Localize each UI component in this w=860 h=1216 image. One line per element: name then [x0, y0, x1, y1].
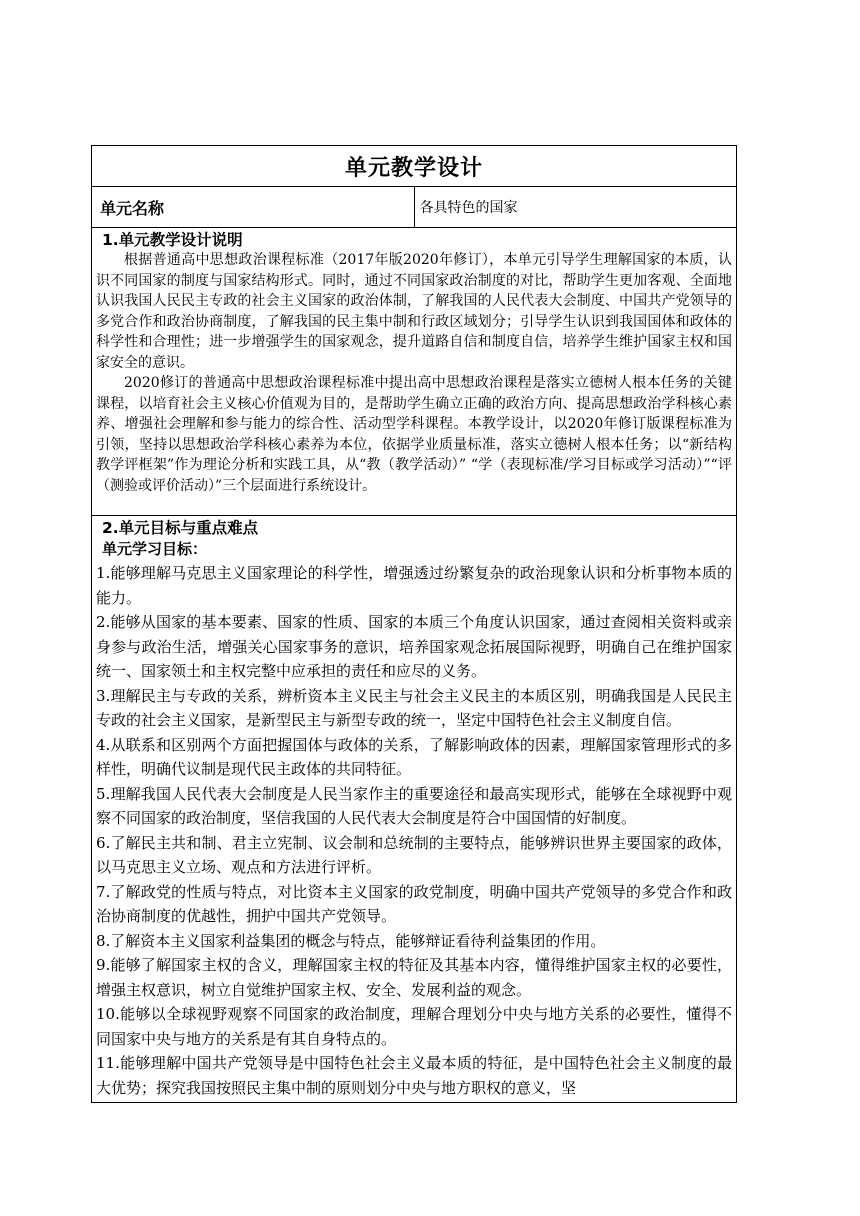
- goal-item: 8.了解资本主义国家利益集团的概念与特点，能够辩证看待利益集团的作用。: [96, 931, 606, 950]
- goal-item: 10.能够以全球视野观察不同国家的政治制度，理解合理划分中央与地方关系的必要性，懂得不同国家中央与地方的关系是有其自身特点的。: [96, 1005, 732, 1048]
- goal-item: 11.能够理解中国共产党领导是中国特色社会主义最本质的特征，是中国特色社会主义制度的最大优势；探究我国按照民主集中制的原则划分中央与地方职权的意义，坚: [96, 1054, 732, 1097]
- section1-paragraph-2: 2020修订的普通高中思想政治课程标准中提出高中思想政治课程是落实立德树人根本任务的关键课程，以培育社会主义核心价值观为目的，是帮助学生确立正确的政治方向、提高思想政治学科核心素养、增强社会理解和参与能力的综合性、活动型学科课程。本教学设计，以2020年修订版课程标准为引领，坚持以思想政治学科核心素养为本位，依据学业质量标准，落实立德树人根本任务；以“新结构教学评框架”作为理论分析和实践工具，从“教（教学活动）” “学（表现标准/学习目标或学习活动）”“评（测验或评价活动）”三个层面进行系统设计。: [96, 375, 732, 494]
- unit-name-value: 各具特色的国家: [414, 187, 737, 228]
- unit-design-table: [91, 145, 737, 1103]
- goal-item: 2.能够从国家的基本要素、国家的性质、国家的本质三个角度认识国家，通过查阅相关资料或亲身参与政治生活，增强关心国家事务的意识，培养国家观念拓展国际视野，明确自己在维护国家统一、国家领土和主权完整中应承担的责任和应尽的义务。: [96, 613, 732, 680]
- section1-heading: 1.单元教学设计说明: [102, 231, 243, 249]
- section-design-explanation: [92, 228, 737, 516]
- goal-item: 9.能够了解国家主权的含义，理解国家主权的特征及其基本内容，懂得维护国家主权的必要性，增强主权意识，树立自觉维护国家主权、安全、发展利益的观念。: [96, 956, 732, 999]
- document-page: [91, 145, 737, 1103]
- section1-paragraph-1: 根据普通高中思想政治课程标准（2017年版2020年修订），本单元引导学生理解国家的本质，认识不同国家的制度与国家结构形式。同时，通过不同国家政治制度的对比，帮助学生更加客观、全面地认识我国人民民主专政的社会主义国家的政治体制，了解我国的人民代表大会制度、中国共产党领导的多党合作和政治协商制度，了解我国的民主集中制和行政区域划分；引导学生认识到我国国体和政体的科学性和合理性；进一步增强学生的国家观念，提升道路自信和制度自信，培养学生维护国家主权和国家安全的意识。: [96, 252, 732, 371]
- goal-item: 7.了解政党的性质与特点，对比资本主义国家的政党制度，明确中国共产党领导的多党合作和政治协商制度的优越性，拥护中国共产党领导。: [96, 882, 732, 925]
- goal-item: 1.能够理解马克思主义国家理论的科学性，增强透过纷繁复杂的政治现象认识和分析事物本质的能力。: [96, 564, 732, 607]
- unit-name-label: 单元名称: [92, 187, 415, 228]
- section-goals: [92, 516, 737, 1103]
- goal-item: 4.从联系和区别两个方面把握国体与政体的关系，了解影响政体的因素，理解国家管理形式的多样性，明确代议制是现代民主政体的共同特征。: [96, 735, 732, 778]
- section2-heading: 2.单元目标与重点难点: [102, 519, 259, 537]
- document-title: 单元教学设计: [92, 146, 737, 187]
- goal-item: 6.了解民主共和制、君主立宪制、议会制和总统制的主要特点，能够辨识世界主要国家的政体，以马克思主义立场、观点和方法进行评析。: [96, 833, 732, 876]
- goals-subheading: 单元学习目标：: [102, 540, 208, 558]
- goal-item: 5.理解我国人民代表大会制度是人民当家作主的重要途径和最高实现形式，能够在全球视野中观察不同国家的政治制度，坚信我国的人民代表大会制度是符合中国国情的好制度。: [96, 784, 732, 827]
- goal-item: 3.理解民主与专政的关系，辨析资本主义民主与社会主义民主的本质区别，明确我国是人民民主专政的社会主义国家，是新型民主与新型专政的统一，坚定中国特色社会主义制度自信。: [96, 686, 732, 729]
